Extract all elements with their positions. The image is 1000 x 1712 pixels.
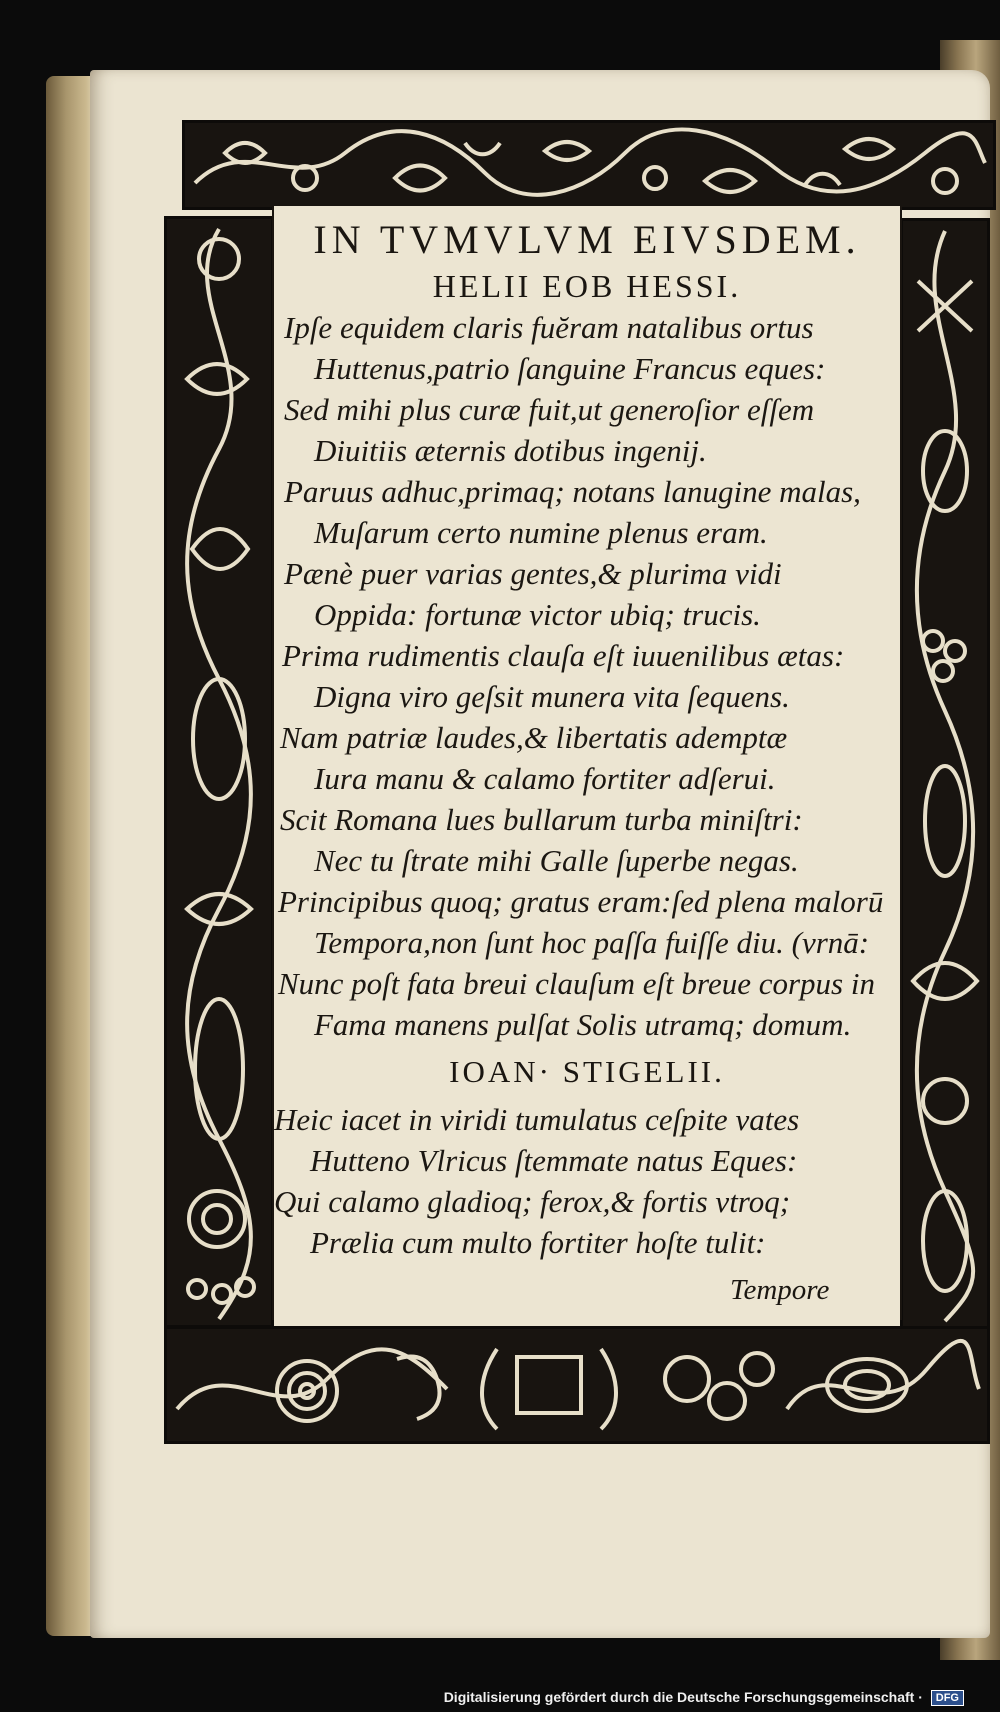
dfg-logo: DFG xyxy=(931,1690,964,1706)
fruit-ornament-icon xyxy=(903,221,987,1327)
verse-line: Oppida: fortunæ victor ubiq; trucis. xyxy=(314,597,761,632)
digitization-credit xyxy=(444,1689,964,1706)
verse-line: Nunc poſt fata breui clauſum eſt breue corpus in xyxy=(278,966,875,1001)
verse-line: Iura manu & calamo fortiter adſerui. xyxy=(314,761,776,796)
text-block xyxy=(272,206,902,1320)
credit-text: Digitalisierung gefördert durch die Deutsche Forschungsgemeinschaft · xyxy=(443,1688,923,1705)
verse-line: Tempora,non ſunt hoc paſſa fuiſſe diu. (vrnā: xyxy=(314,925,870,960)
foliage-ornament-icon xyxy=(167,219,271,1325)
verse-line: Digna viro geſsit munera vita ſequens. xyxy=(314,679,790,714)
floral-ornament-icon xyxy=(185,123,993,207)
verse-line: Prima rudimentis clauſa eſt iuuenilibus ætas: xyxy=(282,638,845,673)
verse-line: Qui calamo gladioq; ferox,& fortis vtroq; xyxy=(274,1184,791,1219)
verse-line: Heic iacet in viridi tumulatus ceſpite vates xyxy=(274,1102,800,1137)
verse-line: Sed mihi plus curæ fuit,ut generoſior eſſem xyxy=(284,392,815,427)
verse-line: Huttenus,patrio ſanguine Francus eques: xyxy=(314,351,826,386)
verse-line: Pænè puer varias gentes,& plurima vidi xyxy=(284,556,782,591)
snail-shell-ornament-icon xyxy=(167,1329,987,1441)
woodcut-border-right xyxy=(900,218,990,1330)
verse-line: Paruus adhuc,primaq; notans lanugine malas, xyxy=(284,474,861,509)
catchword: Tempore xyxy=(730,1274,830,1306)
page-title: IN TVMVLVM EIVSDEM. xyxy=(313,217,861,262)
section-heading-stigelii: IOAN· STIGELII. xyxy=(449,1054,725,1089)
verse-line: Diuitiis æternis dotibus ingenij. xyxy=(314,433,707,468)
woodcut-border-top xyxy=(182,120,996,210)
section-heading-helii: HELII EOB HESSI. xyxy=(432,268,742,304)
page-stack-edge xyxy=(46,76,96,1636)
woodcut-border-bottom xyxy=(164,1326,990,1444)
verse-line: Ipſe equidem claris fuĕram natalibus ortus xyxy=(284,310,814,345)
verse-line: Muſarum certo numine plenus eram. xyxy=(314,515,768,550)
verse-line: Scit Romana lues bullarum turba miniſtri: xyxy=(280,802,803,837)
verse-line: Principibus quoq; gratus eram:ſed plena malorū xyxy=(278,884,884,919)
verse-line: Nec tu ſtrate mihi Galle ſuperbe negas. xyxy=(314,843,799,878)
verse-line: Hutteno Vlricus ſtemmate natus Eques: xyxy=(310,1143,798,1178)
verse-line: Nam patriæ laudes,& libertatis ademptæ xyxy=(280,720,788,755)
verse-line: Fama manens pulſat Solis utramq; domum. xyxy=(314,1007,852,1042)
verse-line: Prælia cum multo fortiter hoſte tulit: xyxy=(310,1225,766,1260)
woodcut-border-left xyxy=(164,216,274,1328)
